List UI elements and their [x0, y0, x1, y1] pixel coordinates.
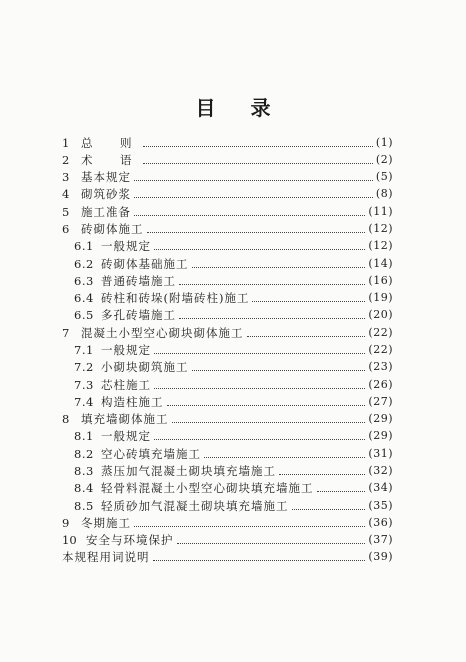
dot-leader — [179, 284, 365, 285]
toc-entry-page: (31) — [368, 447, 393, 460]
dot-leader — [154, 388, 365, 389]
toc-entry-page: (26) — [368, 378, 393, 391]
dot-leader — [154, 353, 365, 354]
toc-entry[interactable] — [74, 256, 393, 272]
toc-entry-page: (22) — [368, 343, 393, 356]
dot-leader — [204, 457, 365, 458]
toc-entry-number: 6.4 — [74, 291, 94, 305]
toc-entry[interactable] — [62, 325, 393, 341]
dot-leader — [247, 336, 366, 337]
toc-entry[interactable] — [74, 446, 393, 462]
toc-entry-number: 8.2 — [74, 447, 94, 461]
toc-entry-page: (1) — [375, 136, 393, 149]
toc-entry-title: 砌筑砂浆 — [81, 187, 131, 201]
toc-entry-title: 本规程用词说明 — [62, 550, 150, 564]
toc-entry-number: 9 — [62, 516, 70, 530]
dot-leader — [192, 267, 366, 268]
toc-entry[interactable] — [74, 480, 393, 496]
toc-entry[interactable] — [74, 463, 393, 479]
toc-entry-page: (8) — [375, 187, 393, 200]
toc-entry-number: 8.5 — [74, 499, 94, 513]
toc-entry-number: 6.3 — [74, 274, 94, 288]
toc-entry-number: 6.2 — [74, 257, 94, 271]
toc-entry-title: 术 语 — [81, 153, 140, 167]
toc-entry-title: 构造柱施工 — [101, 395, 164, 409]
toc-entry-number: 4 — [62, 187, 70, 201]
toc-entry-number: 10 — [62, 533, 77, 547]
toc-entry-page: (5) — [375, 170, 393, 183]
toc-entry-page: (2) — [375, 153, 393, 166]
dot-leader — [279, 474, 365, 475]
toc-entry-number: 7.1 — [74, 343, 94, 357]
toc-entry-number: 8.4 — [74, 481, 94, 495]
toc-entry[interactable] — [62, 186, 393, 202]
toc-entry-page: (16) — [368, 274, 393, 287]
toc-entry-page: (32) — [368, 464, 393, 477]
dot-leader — [252, 301, 365, 302]
toc-entry-page: (29) — [368, 412, 393, 425]
toc-entry-page: (19) — [368, 291, 393, 304]
dot-leader — [154, 249, 365, 250]
toc-entry-title: 芯柱施工 — [101, 378, 151, 392]
dot-leader — [143, 163, 373, 164]
toc-entry-page: (29) — [368, 429, 393, 442]
dot-leader — [172, 422, 366, 423]
toc-entry-title: 砖砌体施工 — [81, 222, 144, 236]
toc-entry[interactable] — [62, 515, 393, 531]
toc-entry-number: 6.1 — [74, 239, 94, 253]
toc-entry[interactable] — [62, 532, 393, 548]
toc-entry[interactable] — [62, 549, 393, 565]
toc-entry-title: 一般规定 — [101, 239, 151, 253]
toc-entry-number: 7.2 — [74, 360, 94, 374]
toc-entry-number: 7.3 — [74, 378, 94, 392]
toc-entry-page: (11) — [368, 205, 393, 218]
toc-entry-page: (12) — [368, 222, 393, 235]
toc-entry-title: 一般规定 — [101, 343, 151, 357]
toc-entry-title: 小砌块砌筑施工 — [101, 360, 189, 374]
toc-entry-number: 6.5 — [74, 308, 94, 322]
toc-entry-page: (36) — [368, 516, 393, 529]
toc-entry[interactable] — [74, 394, 393, 410]
dot-leader — [134, 215, 365, 216]
page-title: 目 录 — [195, 96, 285, 120]
toc-entry[interactable] — [74, 428, 393, 444]
toc-entry-number: 1 — [62, 136, 70, 150]
toc-entry-page: (23) — [368, 360, 393, 373]
toc-entry-title: 混凝土小型空心砌块砌体施工 — [81, 326, 244, 340]
toc-entry-page: (14) — [368, 257, 393, 270]
dot-leader — [317, 491, 366, 492]
toc-entry-title: 轻骨料混凝土小型空心砌块填充墙施工 — [101, 481, 314, 495]
toc-entry[interactable] — [74, 290, 393, 306]
dot-leader — [153, 560, 366, 561]
toc-entry-number: 6 — [62, 222, 70, 236]
toc-entry-title: 空心砖填充墙施工 — [101, 447, 201, 461]
toc-entry[interactable] — [62, 135, 393, 151]
toc-entry[interactable] — [62, 221, 393, 237]
toc-entry[interactable] — [62, 204, 393, 220]
toc-entry-title: 基本规定 — [81, 170, 131, 184]
toc-entry[interactable] — [74, 359, 393, 375]
dot-leader — [292, 509, 366, 510]
toc-entry-title: 安全与环境保护 — [86, 533, 174, 547]
toc-entry-title: 普通砖墙施工 — [101, 274, 176, 288]
dot-leader — [143, 146, 373, 147]
toc-entry-number: 8.1 — [74, 429, 94, 443]
toc-entry[interactable] — [74, 377, 393, 393]
toc-entry-number: 5 — [62, 205, 70, 219]
dot-leader — [147, 232, 366, 233]
toc-entry[interactable] — [62, 152, 393, 168]
dot-leader — [134, 197, 373, 198]
toc-entry-page: (27) — [368, 395, 393, 408]
toc-entry-title: 总 则 — [81, 136, 140, 150]
dot-leader — [192, 370, 366, 371]
dot-leader — [167, 405, 366, 406]
toc-entry-title: 多孔砖墙施工 — [101, 308, 176, 322]
dot-leader — [154, 439, 365, 440]
toc-entry[interactable] — [62, 169, 393, 185]
toc-entry[interactable] — [74, 342, 393, 358]
toc-entry-number: 7.4 — [74, 395, 94, 409]
toc-entry[interactable] — [74, 498, 393, 514]
toc-entry-page: (12) — [368, 239, 393, 252]
toc-entry-title: 冬期施工 — [81, 516, 131, 530]
toc-entry-number: 7 — [62, 326, 70, 340]
toc-entry-page: (39) — [368, 550, 393, 563]
toc-entry-page: (20) — [368, 308, 393, 321]
toc-entry-title: 轻质砂加气混凝土砌块填充墙施工 — [101, 499, 289, 513]
toc-entry-number: 2 — [62, 153, 70, 167]
dot-leader — [177, 543, 366, 544]
toc-entry[interactable] — [74, 273, 393, 289]
toc-entry[interactable] — [62, 411, 393, 427]
toc-entry-title: 砖柱和砖垛(附墙砖柱)施工 — [101, 291, 250, 305]
toc-entry-title: 填充墙砌体施工 — [81, 412, 169, 426]
toc-entry-number: 8 — [62, 412, 70, 426]
toc-entry-title: 施工准备 — [81, 205, 131, 219]
toc-entry-number: 8.3 — [74, 464, 94, 478]
dot-leader — [179, 318, 365, 319]
toc-entry-page: (34) — [368, 481, 393, 494]
dot-leader — [134, 180, 373, 181]
toc-entry[interactable] — [74, 307, 393, 323]
toc-entry-title: 一般规定 — [101, 429, 151, 443]
toc-entry[interactable] — [74, 238, 393, 254]
toc-entry-page: (37) — [368, 533, 393, 546]
toc-entry-page: (35) — [368, 499, 393, 512]
toc-entry-title: 砖砌体基础施工 — [101, 257, 189, 271]
dot-leader — [134, 526, 365, 527]
toc-entry-page: (22) — [368, 326, 393, 339]
toc-entry-title: 蒸压加气混凝土砌块填充墙施工 — [101, 464, 276, 478]
toc-entry-number: 3 — [62, 170, 70, 184]
